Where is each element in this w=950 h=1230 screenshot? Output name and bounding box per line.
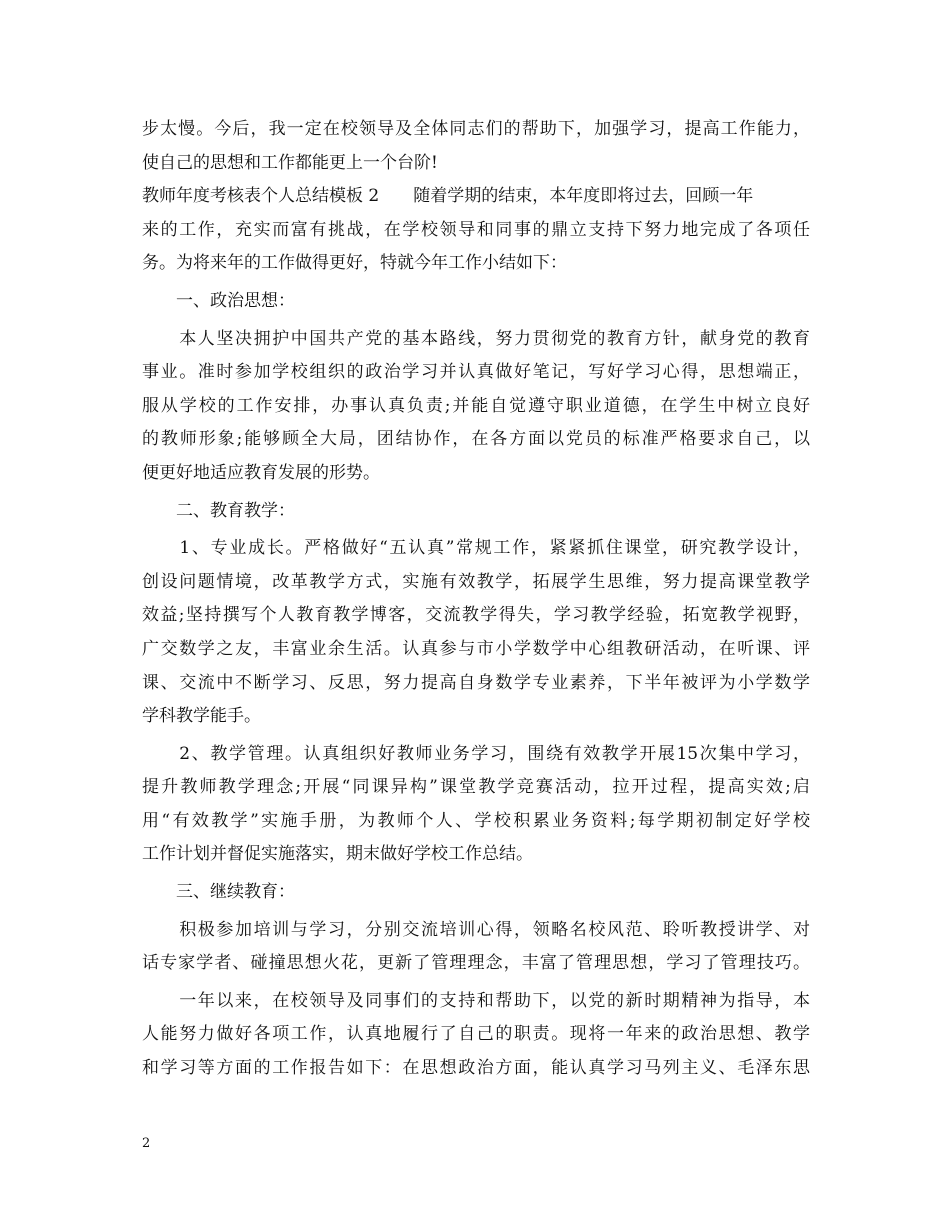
- text-line: 效益;坚持撰写个人教育教学博客，交流教学得失，学习教学经验，拓宽教学视野，: [142, 605, 810, 626]
- text-line: 务。为将来年的工作做得更好，特就今年工作小结如下：: [142, 253, 567, 274]
- template-title-line: [142, 180, 810, 214]
- text-line: 步太慢。今后，我一定在校领导及全体同志们的帮助下，加强学习，提高工作能力，: [142, 119, 810, 139]
- text-line: 创设问题情境，改革教学方式，实施有效教学，拓展学生思维，努力提高课堂教学: [142, 571, 810, 592]
- text-line: 工作计划并督促实施落实，期末做好学校工作总结。: [142, 844, 533, 865]
- text-line: 使自己的思想和工作都能更上一个台阶!: [142, 152, 438, 173]
- text-line: 提升教师教学理念;开展“同课异构”课堂教学竞赛活动，拉开过程，提高实效;启: [142, 777, 810, 798]
- text-line: 来的工作，充实而富有挑战，在学校领导和同事的鼎立支持下努力地完成了各项任: [142, 219, 810, 240]
- text-line: 事业。准时参加学校组织的政治学习并认真做好笔记，写好学习心得，思想端正，: [142, 362, 810, 383]
- text-line: 广交数学之友，丰富业余生活。认真参与市小学数学中心组教研活动，在听课、评: [142, 638, 810, 659]
- page-number: 2: [142, 1136, 151, 1151]
- document-body: [142, 113, 810, 1086]
- text-line: 一、政治思想：: [142, 290, 295, 311]
- text-line: 服从学校的工作安排，办事认真负责;并能自觉遵守职业道德，在学生中树立良好: [142, 395, 810, 416]
- text-line: 人能努力做好各项工作，认真地履行了自己的职责。现将一年来的政治思想、教学: [142, 1024, 810, 1045]
- template-title-continuation: 随着学期的结束，本年度即将过去，回顾一年: [413, 186, 754, 207]
- text-line: 2、教学管理。认真组织好教师业务学习，围绕有效教学开展15次集中学习，: [142, 743, 810, 764]
- text-line: 课、交流中不断学习、反思，努力提高自身数学专业素养，下半年被评为小学数学: [142, 672, 810, 693]
- text-line: 和学习等方面的工作报告如下：在思想政治方面，能认真学习马列主义、毛泽东思: [142, 1058, 810, 1079]
- text-line: 三、继续教育：: [142, 882, 295, 903]
- template-title: 教师年度考核表个人总结模板 2: [142, 186, 380, 207]
- text-line: 学科教学能手。: [142, 706, 261, 727]
- text-line: 1、专业成长。严格做好“五认真”常规工作，紧紧抓住课堂，研究教学设计，: [142, 538, 810, 559]
- text-line: 一年以来，在校领导及同事们的支持和帮助下，以党的新时期精神为指导，本: [142, 990, 810, 1011]
- text-line: 的教师形象;能够顾全大局，团结协作，在各方面以党员的标准严格要求自己，以: [142, 429, 810, 450]
- text-line: 本人坚决拥护中国共产党的基本路线，努力贯彻党的教育方针，献身党的教育: [142, 328, 810, 349]
- text-line: 用“有效教学”实施手册，为教师个人、学校积累业务资料;每学期初制定好学校: [142, 810, 810, 831]
- text-line: 话专家学者、碰撞思想火花，更新了管理理念，丰富了管理思想，学习了管理技巧。: [142, 953, 810, 974]
- text-line: 积极参加培训与学习，分别交流培训心得，领略名校风范、聆听教授讲学、对: [142, 919, 810, 940]
- text-line: 便更好地适应教育发展的形势。: [142, 462, 380, 483]
- text-line: 二、教育教学：: [142, 500, 295, 521]
